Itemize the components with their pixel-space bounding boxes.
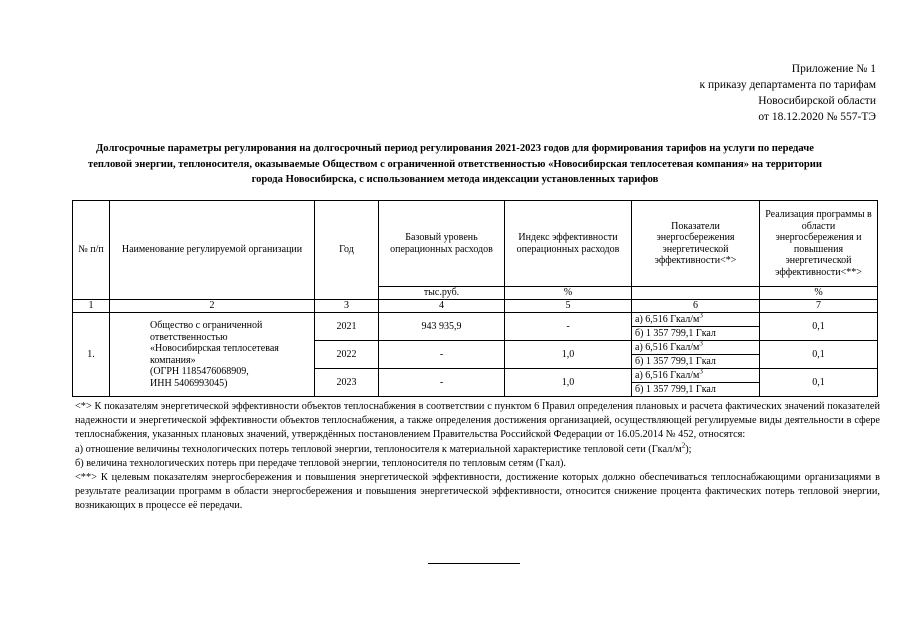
base-cell: 943 935,9 — [379, 313, 505, 341]
col-number: 3 — [315, 300, 379, 313]
footnote-item-a: а) отношение величины технологических потерь тепловой энергии, теплоносителя к материальной характеристике тепловой сети $(Гкал/м^2)$; — [75, 441, 692, 455]
indicator-a: а) 6,516 Гкал/$м^3$ — [632, 341, 760, 355]
program-cell: 0,1 — [760, 369, 878, 397]
indicator-b: б) 1 357 799,1 Гкал — [632, 355, 760, 369]
org-line: ИНН 5406993045) — [150, 377, 228, 389]
organization-name — [110, 313, 315, 397]
header-row — [73, 201, 878, 287]
header-program: Реализация программы в области энергосбережения и повышения энергетической эффективности<**> — [760, 201, 878, 287]
header-num: № п/п — [73, 201, 110, 300]
year-cell: 2022 — [315, 341, 379, 369]
col-number: 7 — [760, 300, 878, 313]
parameters-table — [72, 200, 878, 397]
indicator-a: а) 6,516 Гкал/$м^3$ — [632, 313, 760, 327]
index-cell: - — [505, 313, 632, 341]
appendix-line: Новосибирской области — [758, 95, 876, 107]
org-line: ответственностью — [150, 331, 228, 343]
header-year: Год — [315, 201, 379, 300]
year-cell: 2021 — [315, 313, 379, 341]
footnote-item-b: б) величина технологических потерь при передаче тепловой энергии, теплоносителя по тепловым сетям (Гкал). — [75, 457, 566, 469]
header-org: Наименование регулируемой организации — [110, 201, 315, 300]
footnote-energy-efficiency: <*> К показателям энергетической эффективности объектов теплоснабжения в соответствии с пунктом 6 Правил определения плановых и расчета фактических значений показателей надежности и энергетической эффективности объектов теплоснабжения, а также определения достижения организацией, осуществляющей регулируемые виды деятельности в сфере теплоснабжения, указанных плановых значений, утверждённых постановлением Правительства Российской Федерации от 16.05.2014 № 452, относятся: — [75, 401, 880, 441]
indicator-b: б) 1 357 799,1 Гкал — [632, 383, 760, 397]
index-cell: 1,0 — [505, 341, 632, 369]
unit-energy — [632, 287, 760, 300]
appendix-line: от 18.12.2020 № 557-ТЭ — [758, 111, 876, 123]
org-line: (ОГРН 1185476068909, — [150, 366, 249, 377]
unit-base: тыс.руб. — [379, 287, 505, 300]
base-cell: - — [379, 341, 505, 369]
unit-program: % — [760, 287, 878, 300]
col-number: 5 — [505, 300, 632, 313]
org-line: «Новосибирская теплосетевая — [150, 343, 279, 354]
col-number: 4 — [379, 300, 505, 313]
header-energy: Показатели энергосбережения энергетической эффективности<*> — [632, 201, 760, 287]
header-base: Базовый уровень операционных расходов — [379, 201, 505, 287]
org-line: Общество с ограниченной — [150, 320, 263, 331]
footnotes — [75, 400, 880, 514]
appendix-line: к приказу департамента по тарифам — [699, 79, 876, 91]
table-row — [73, 313, 878, 327]
base-cell: - — [379, 369, 505, 397]
org-line: компания» — [150, 354, 196, 366]
col-number: 6 — [632, 300, 760, 313]
header-index: Индекс эффективности операционных расходов — [505, 201, 632, 287]
footnote-energy-saving: <**> К целевым показателям энергосбережения и повышения энергетической эффективности, достижение которых должно обеспечиваться теплоснабжающими организациями в результате реализации программ в области энергосбережения и повышения энергетической эффективности, относится снижение процента фактических потерь тепловой энергии, возникающих в процессе её передачи. — [75, 472, 880, 512]
col-number: 2 — [110, 300, 315, 313]
appendix-line: Приложение № 1 — [791, 63, 876, 75]
program-cell: 0,1 — [760, 341, 878, 369]
appendix-block — [699, 61, 876, 125]
indicator-a: а) 6,516 Гкал/$м^3$ — [632, 369, 760, 383]
document-title: Долгосрочные параметры регулирования на долгосрочный период регулирования 2021-2023 годов для формирования тарифов на услуги по передаче тепловой энергии, теплоносителя, оказываемые Обществом с ограниченной ответственностью «Новосибирская теплосетевая компания» на территории города Новосибирска, с использованием метода индексации установленных тарифов — [88, 143, 822, 185]
year-cell: 2023 — [315, 369, 379, 397]
index-cell: 1,0 — [505, 369, 632, 397]
indicator-b: б) 1 357 799,1 Гкал — [632, 327, 760, 341]
closing-rule — [428, 563, 520, 564]
row-number: 1. — [73, 313, 110, 397]
unit-index: % — [505, 287, 632, 300]
program-cell: 0,1 — [760, 313, 878, 341]
column-numbers-row — [73, 300, 878, 313]
col-number: 1 — [73, 300, 110, 313]
